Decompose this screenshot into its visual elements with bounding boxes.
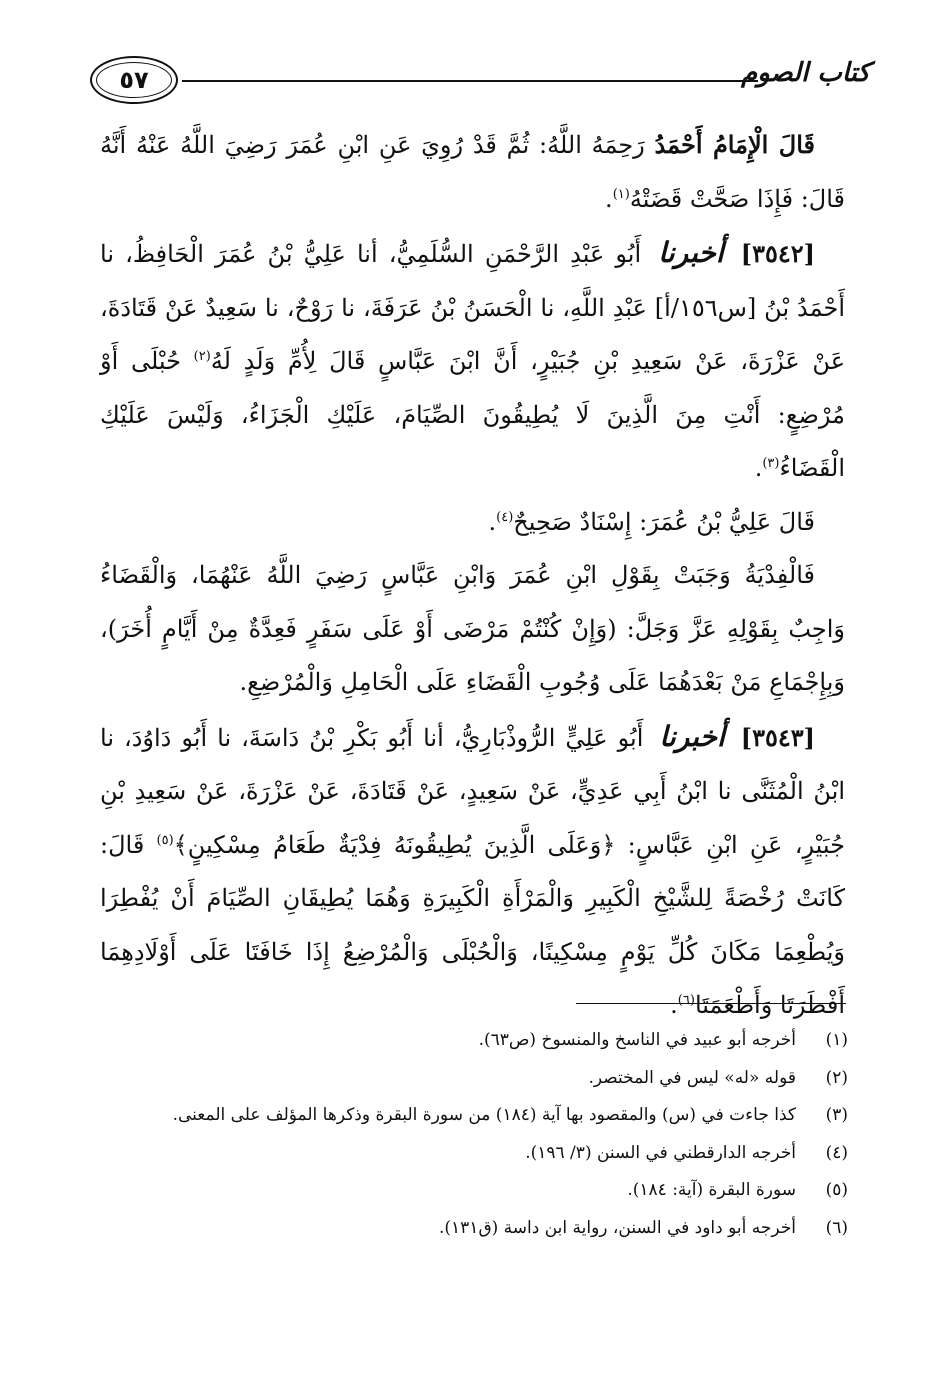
hadith-text-cont: قَالَ: كَانَتْ رُخْصَةً لِلشَّيْخِ الْكَبِيرِ وَالْمَرْأَةِ الْكَبِيرَةِ وَهُمَا يُطِيقَانِ الصِّيَامَ أَنْ يُفْطِرَا وَيُطْعِمَا مَكَانَ كُلِّ يَوْمٍ مِسْكِينًا، وَالْحُبْلَى وَالْمُرْضِعُ إِذَا خَافَتَا عَلَى أَوْلَادِهِمَا أَفْطَرَتَا وَأَطْعَمَتَا [100,830,845,1019]
footnote-number: (٥) [825,1180,848,1200]
page-number [90,56,178,104]
footnote-item [100,1210,848,1248]
footnote-number: (٦) [825,1217,848,1238]
hadith-3543 [100,710,845,1033]
footnote-item [100,1060,848,1098]
akhbarana-label: أخبرنا [658,236,724,269]
page-header [90,52,870,108]
main-text [100,118,845,1033]
footnote-marker: (٣) [762,456,780,471]
paragraph-text: رَحِمَهُ اللَّهُ: ثُمَّ قَدْ رُوِيَ عَنِ ابْنِ عُمَرَ رَضِيَ اللَّهُ عَنْهُ أَنَّهُ قَالَ: فَإِذَا صَحَّتْ قَضَتْهُ [100,131,845,213]
footnote-item [100,1097,848,1135]
footnote-marker: (٦) [677,993,695,1008]
footnote-text: كذا جاءت في (س) والمقصود بها آية (١٨٤) من سورة البقرة وذكرها المؤلف على المعنى. [172,1105,796,1125]
footnote-marker: (٥) [156,832,174,848]
footnote-marker: (٢) [193,349,211,364]
imam-lead: قَالَ الْإِمَامُ أَحْمَدُ [654,130,816,159]
akhbarana-label: أخبرنا [659,719,725,753]
footnote-item [100,1022,848,1060]
footnote-marker: (١) [612,186,630,202]
paragraph-end: . [754,454,763,482]
footnote-text: سورة البقرة (آية: ١٨٤). [627,1180,796,1200]
paragraph-end: . [605,184,613,213]
footnote-item [100,1172,848,1210]
footnote-text: أخرجه أبو عبيد في الناسخ والمنسوخ (ص٦٣). [478,1030,796,1050]
hadith-text-cont: حُبْلَى أَوْ مُرْضِعٍ: أَنْتِ مِنَ الَّذِينَ لَا يُطِيقُونَ الصِّيَامَ، عَلَيْكِ الْجَزَاءُ، وَلَيْسَ عَلَيْكِ الْقَضَاءُ [100,347,845,482]
hadith-number: [٣٥٤٢] [740,239,816,268]
paragraph-1 [100,118,845,226]
paragraph-text: فَالْفِدْيَةُ وَجَبَتْ بِقَوْلِ ابْنِ عُمَرَ وَابْنِ عَبَّاسٍ رَضِيَ اللَّهُ عَنْهُمَا، وَالْقَضَاءُ وَاجِبٌ بِقَوْلِهِ عَزَّ وَجَلَّ: (وَإِنْ كُنْتُمْ مَرْضَى أَوْ عَلَى سَفَرٍ فَعِدَّةٌ مِنْ أَيَّامٍ أُخَرَ)، وَبِإِجْمَاعِ مَنْ بَعْدَهُمَا عَلَى وُجُوبِ الْقَضَاءِ عَلَى الْحَامِلِ وَالْمُرْضِعِ. [100,561,845,696]
footnote-number: (١) [825,1030,848,1050]
footnote-divider [576,1003,846,1004]
paragraph-end: . [670,991,678,1019]
header-rule [182,80,758,82]
footnote-text: أخرجه الدارقطني في السنن (٣/ ١٩٦). [525,1142,796,1163]
footnote-number: (٢) [825,1067,848,1088]
hadith-number: [٣٥٤٣] [740,722,816,752]
paragraph-3 [100,496,845,550]
paragraph-text: قَالَ عَلِيُّ بْنُ عُمَرَ: إِسْنَادٌ صَحِيحٌ [513,507,815,536]
hadith-text: أَبُو عَبْدِ الرَّحْمَنِ السُّلَمِيُّ، أنا عَلِيُّ بْنُ عُمَرَ الْحَافِظُ، نا أَحْمَدُ بْنُ [س١٥٦/أ] عَبْدِ اللَّهِ، نا الْحَسَنُ بْنُ عَرَفَةَ، نا رَوْحٌ، نا سَعِيدٌ عَنْ قَتَادَةَ، عَنْ عَزْرَةَ، عَنْ سَعِيدِ بْنِ جُبَيْرٍ، أَنَّ ابْنَ عَبَّاسٍ قَالَ لِأُمِّ وَلَدٍ لَهُ [100,240,846,375]
footnote-text: قوله «له» ليس في المختصر. [588,1067,796,1088]
footnote-text: أخرجه أبو داود في السنن، رواية ابن داسة (ق١٣١). [438,1217,796,1238]
book-title: كتاب الصوم [741,58,870,88]
hadith-3542 [100,226,845,496]
footnote-number: (٤) [825,1142,848,1163]
footnotes [100,1022,848,1247]
paragraph-end: . [488,507,497,536]
page-number-text: ٥٧ [119,66,149,94]
hadith-text: أَبُو عَلِيٍّ الرُّوذْبَارِيُّ، أنا أَبُو بَكْرِ بْنُ دَاسَةَ، نا أَبُو دَاوُدَ، نا ابْنُ الْمُثَنَّى نا ابْنُ أَبِي عَدِيٍّ، عَنْ سَعِيدٍ، عَنْ قَتَادَةَ، عَنْ عَزْرَةَ، عَنْ سَعِيدِ بْنِ جُبَيْرٍ، عَنِ ابْنِ عَبَّاسٍ: ﴿وَعَلَى الَّذِينَ يُطِيقُونَهُ فِدْيَةٌ طَعَامُ مِسْكِينٍ﴾ [100,723,845,859]
footnote-number: (٣) [825,1105,848,1125]
paragraph-4 [100,549,845,710]
footnote-item [100,1135,848,1173]
footnote-marker: (٤) [496,509,514,525]
